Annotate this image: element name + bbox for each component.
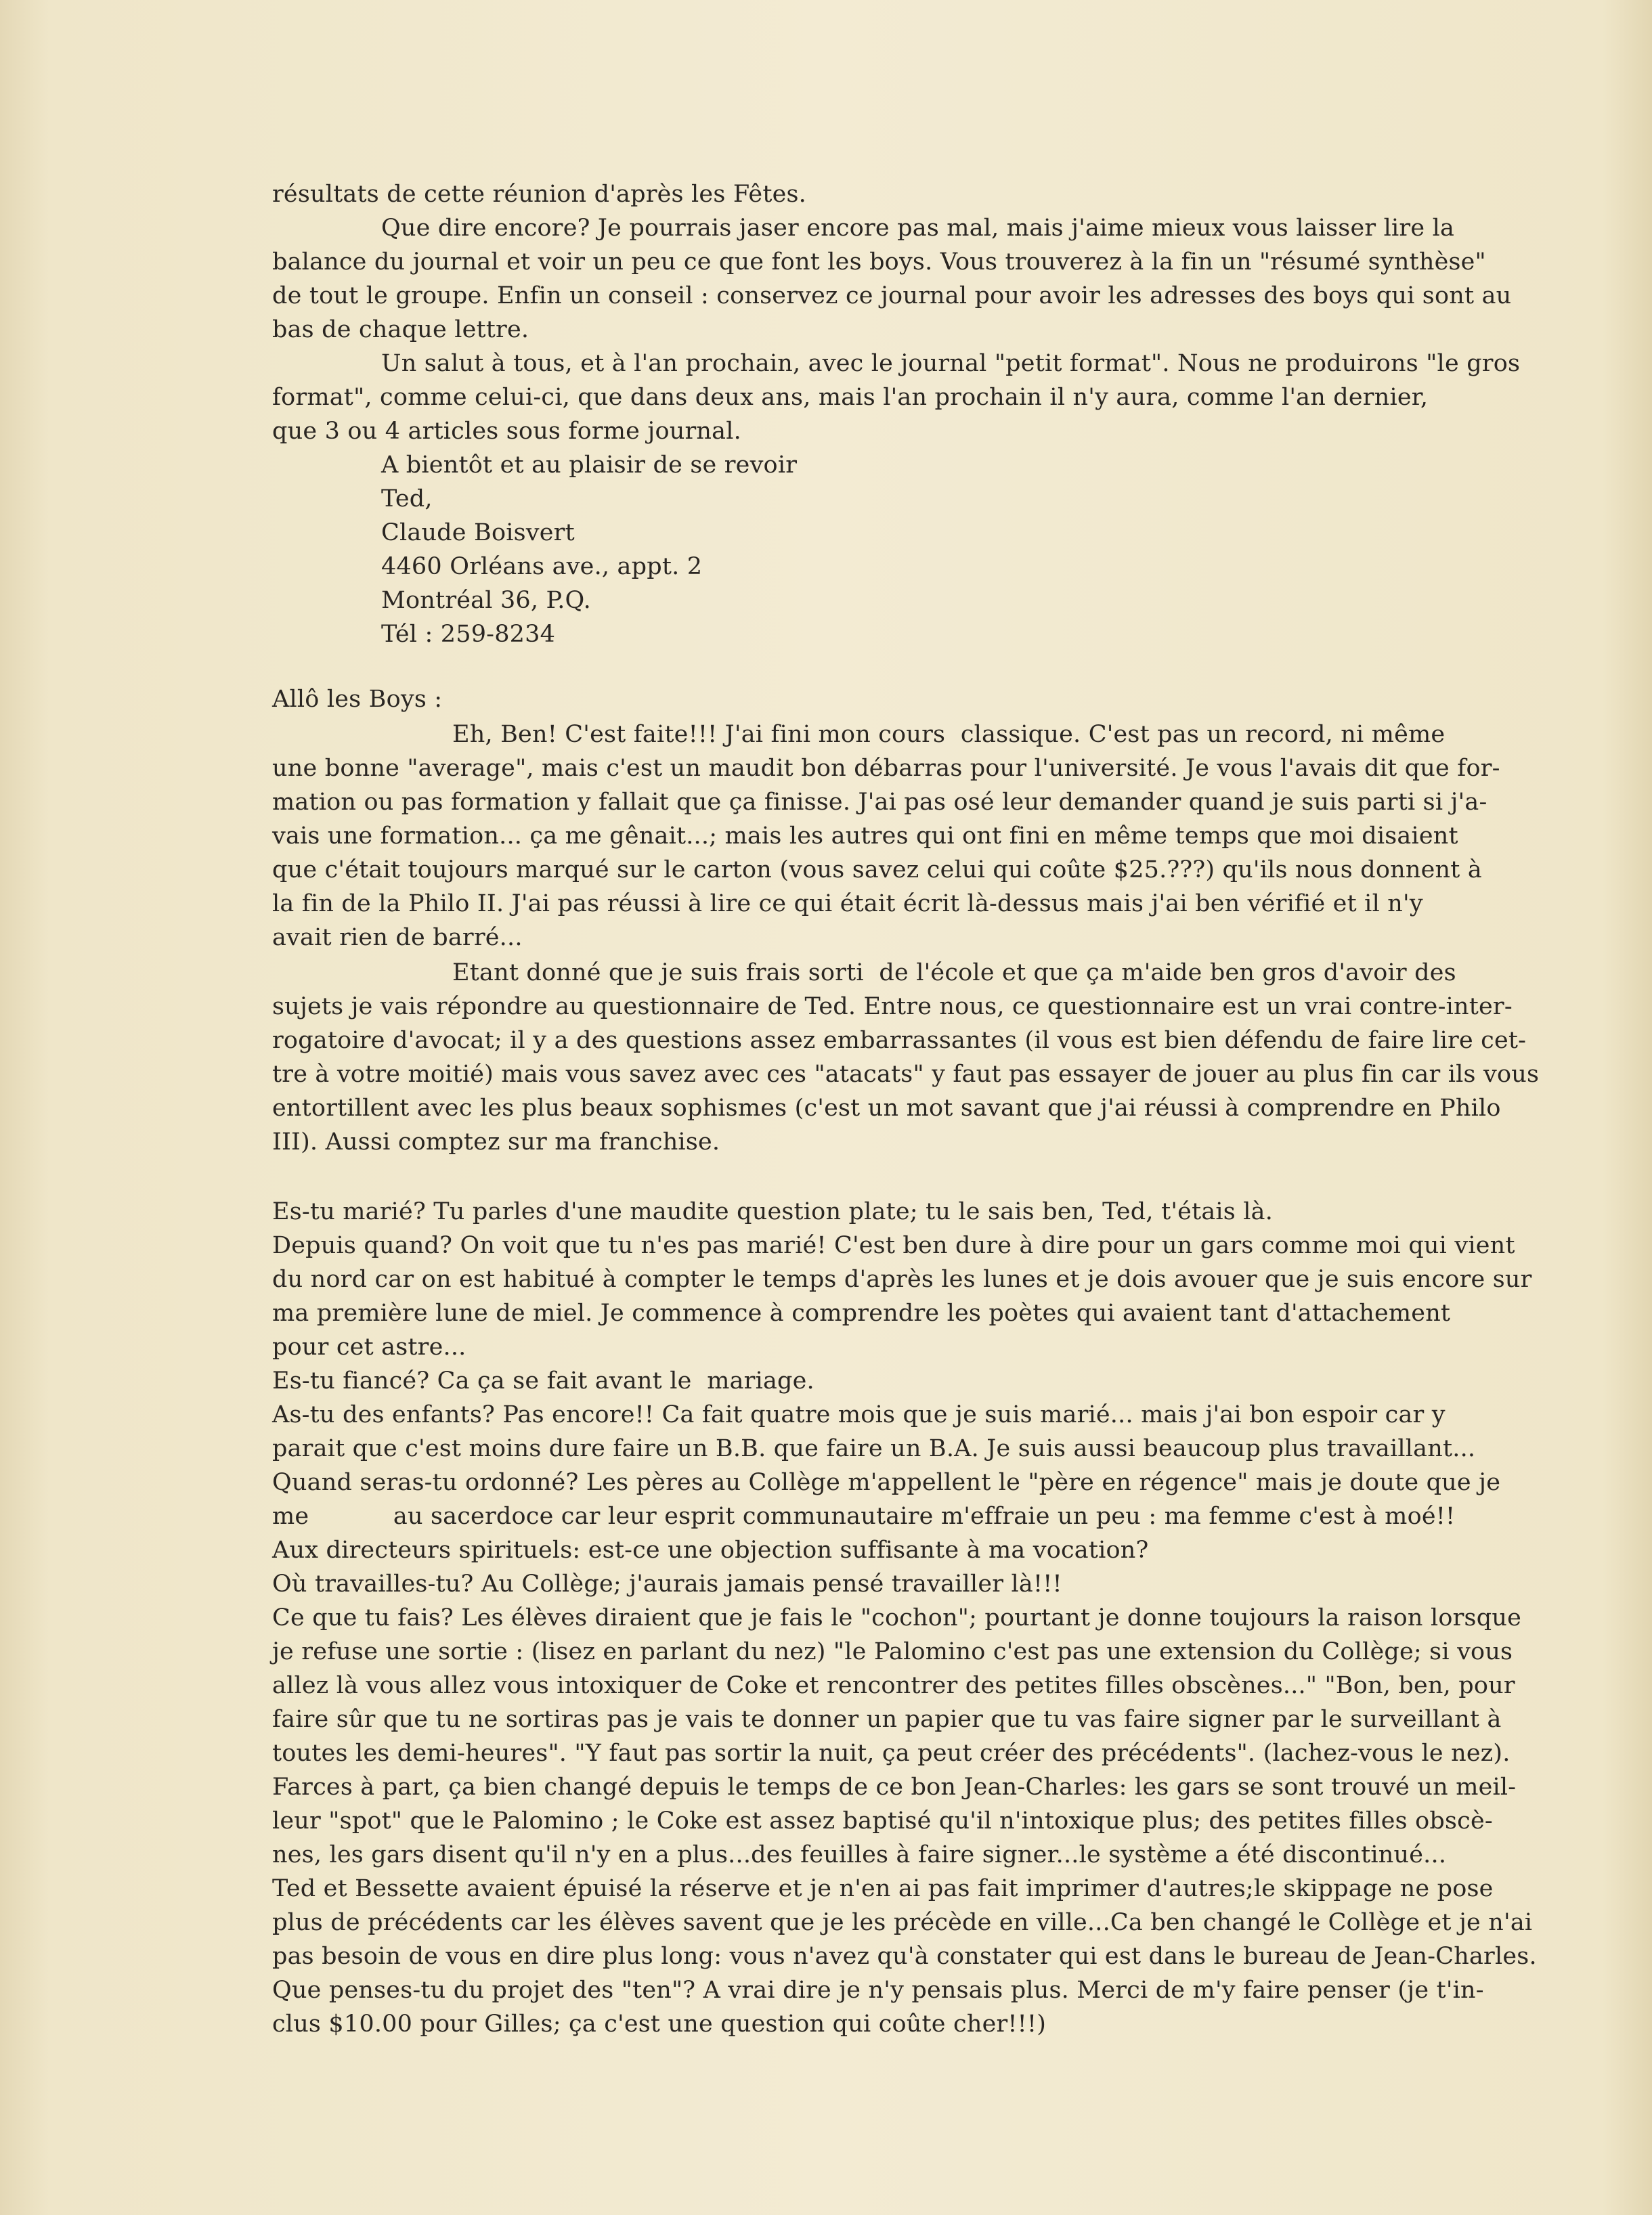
qa-line: parait que c'est moins dure faire un B.B. que faire un B.A. Je suis aussi beaucoup plus travaillant... — [272, 1435, 1476, 1462]
text-line: balance du journal et voir un peu ce que font les boys. Vous trouverez à la fin un "résumé synthèse" — [272, 248, 1486, 276]
text-line: que 3 ou 4 articles sous forme journal. — [272, 418, 741, 445]
qa-line: Depuis quand? On voit que tu n'es pas marié! C'est ben dure à dire pour un gars comme moi qui vient — [272, 1232, 1515, 1259]
text-line: que c'était toujours marqué sur le carton (vous savez celui qui coûte $25.???) qu'ils nous donnent à — [272, 856, 1482, 883]
qa-line: Que penses-tu du projet des "ten"? A vrai dire je n'y pensais plus. Merci de m'y faire penser (je t'in- — [272, 1977, 1484, 2004]
qa-line: toutes les demi-heures". "Y faut pas sortir la nuit, ça peut créer des précédents". (lachez-vous le nez). — [272, 1740, 1510, 1767]
text-line: de tout le groupe. Enfin un conseil : conservez ce journal pour avoir les adresses des boys qui sont au — [272, 282, 1512, 309]
text-line: avait rien de barré... — [272, 924, 523, 951]
text-line: Que dire encore? Je pourrais jaser encore pas mal, mais j'aime mieux vous laisser lire la — [381, 215, 1455, 242]
qa-line: Ce que tu fais? Les élèves diraient que je fais le "cochon"; pourtant je donne toujours la raison lorsque — [272, 1604, 1521, 1631]
text-line: mation ou pas formation y fallait que ça finisse. J'ai pas osé leur demander quand je suis parti si j'a- — [272, 789, 1487, 816]
text-line: bas de chaque lettre. — [272, 316, 529, 343]
qa-line: Es-tu marié? Tu parles d'une maudite question plate; tu le sais ben, Ted, t'étais là. — [272, 1198, 1274, 1225]
qa-line: As-tu des enfants? Pas encore!! Ca fait quatre mois que je suis marié... mais j'ai bon espoir car y — [272, 1401, 1446, 1428]
qa-line: Farces à part, ça bien changé depuis le temps de ce bon Jean-Charles: les gars se sont trouvé un meil- — [272, 1774, 1517, 1801]
qa-line: Quand seras-tu ordonné? Les pères au Collège m'appellent le "père en régence" mais je doute que je — [272, 1469, 1501, 1496]
qa-line: plus de précédents car les élèves savent que je les précède en ville...Ca ben changé le Collège et je n'ai — [272, 1909, 1533, 1936]
text-line: rogatoire d'avocat; il y a des questions assez embarrassantes (il vous est bien défendu de faire lire cet- — [272, 1027, 1527, 1054]
letter-greeting: Allô les Boys : — [272, 686, 443, 713]
text-line: III). Aussi comptez sur ma franchise. — [272, 1128, 720, 1156]
address-line: 4460 Orléans ave., appt. 2 — [381, 553, 703, 580]
text-line: vais une formation... ça me gênait...; mais les autres qui ont fini en même temps que moi disaient — [272, 823, 1458, 850]
text-line: Eh, Ben! C'est faite!!! J'ai fini mon cours classique. C'est pas un record, ni même — [452, 721, 1446, 748]
qa-line: Es-tu fiancé? Ca ça se fait avant le mariage. — [272, 1367, 814, 1395]
signer-nickname: Ted, — [381, 485, 433, 512]
signer-name: Claude Boisvert — [381, 519, 575, 546]
text-line: Un salut à tous, et à l'an prochain, avec le journal "petit format". Nous ne produirons "le gros — [381, 350, 1521, 377]
phone-line: Tél : 259-8234 — [381, 621, 556, 648]
text-line: tre à votre moitié) mais vous savez avec ces "atacats" y faut pas essayer de jouer au plus fin car ils vous — [272, 1061, 1540, 1088]
qa-line: pas besoin de vous en dire plus long: vous n'avez qu'à constater qui est dans le bureau de Jean-Charles. — [272, 1943, 1537, 1970]
text-line: Etant donné que je suis frais sorti de l'école et que ça m'aide ben gros d'avoir des — [452, 959, 1456, 986]
text-line: une bonne "average", mais c'est un maudit bon débarras pour l'université. Je vous l'avais dit que for- — [272, 755, 1500, 782]
text-line: résultats de cette réunion d'après les Fêtes. — [272, 181, 806, 208]
qa-line: du nord car on est habitué à compter le temps d'après les lunes et je dois avouer que je suis encore sur — [272, 1266, 1532, 1293]
text-line: sujets je vais répondre au questionnaire de Ted. Entre nous, ce questionnaire est un vrai contre-inter- — [272, 993, 1513, 1020]
qa-line: me au sacerdoce car leur esprit communautaire m'effraie un peu : ma femme c'est à moé!! — [272, 1503, 1456, 1530]
city-line: Montréal 36, P.Q. — [381, 587, 591, 614]
qa-line: Ted et Bessette avaient épuisé la réserve et je n'en ai pas fait imprimer d'autres;le skippage ne pose — [272, 1875, 1494, 1902]
qa-line: je refuse une sortie : (lisez en parlant du nez) "le Palomino c'est pas une extension du Collège; si vous — [272, 1638, 1513, 1665]
text-line: format", comme celui-ci, que dans deux ans, mais l'an prochain il n'y aura, comme l'an dernier, — [272, 384, 1429, 411]
qa-line: faire sûr que tu ne sortiras pas je vais te donner un papier que tu vas faire signer par le surveillant à — [272, 1706, 1502, 1733]
qa-line: ma première lune de miel. Je commence à comprendre les poètes qui avaient tant d'attachement — [272, 1300, 1451, 1327]
qa-line: Aux directeurs spirituels: est-ce une objection suffisante à ma vocation? — [272, 1537, 1149, 1564]
qa-line: pour cet astre... — [272, 1334, 466, 1361]
text-line: la fin de la Philo II. J'ai pas réussi à lire ce qui était écrit là-dessus mais j'ai ben vérifié et il n'y — [272, 890, 1423, 917]
qa-line: leur "spot" que le Palomino ; le Coke est assez baptisé qu'il n'intoxique plus; des petites filles obscè- — [272, 1807, 1493, 1835]
qa-line: allez là vous allez vous intoxiquer de Coke et rencontrer des petites filles obscènes..." "Bon, ben, pour — [272, 1672, 1515, 1699]
closing-line: A bientôt et au plaisir de se revoir — [381, 452, 798, 479]
qa-line: Où travailles-tu? Au Collège; j'aurais jamais pensé travailler là!!! — [272, 1571, 1062, 1598]
qa-line: clus $10.00 pour Gilles; ça c'est une question qui coûte cher!!!) — [272, 2011, 1047, 2038]
text-line: entortillent avec les plus beaux sophismes (c'est un mot savant que j'ai réussi à comprendre en Philo — [272, 1095, 1501, 1122]
qa-line: nes, les gars disent qu'il n'y en a plus...des feuilles à faire signer...le système a été discontinué... — [272, 1841, 1447, 1868]
